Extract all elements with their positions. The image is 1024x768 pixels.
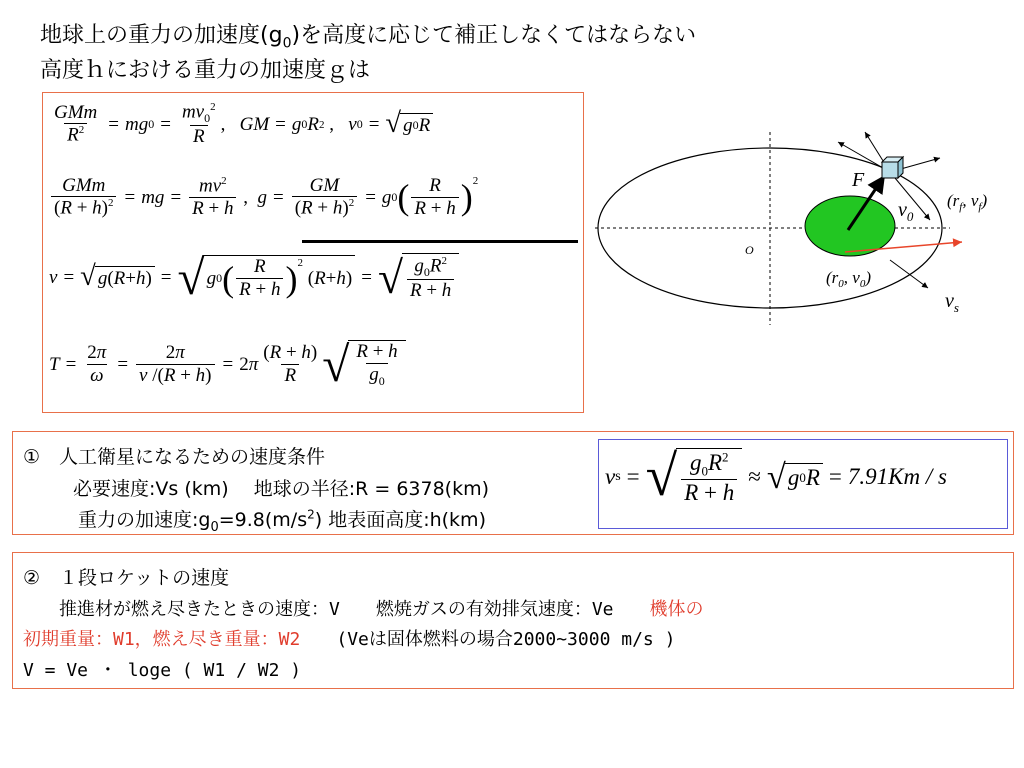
- orbit-diagram: [590, 120, 1020, 335]
- satellite-icon: [882, 157, 903, 178]
- final-state-label: ($r_f$, $v_f$): [947, 191, 988, 213]
- title-line-1: [40, 22, 696, 57]
- title-line-1-prefix: 地球上の重力の加速度(g: [40, 23, 283, 48]
- section-1-heading: ① 人工衛星になるための速度条件: [23, 446, 326, 468]
- section-2-line-3: 初期重量：W1，燃え尽き重量：W2 (Veは固体燃料の場合2000~3000 m/s ): [23, 629, 676, 650]
- section-1-line-2: 必要速度:Vs (km) 地球の半径:R = 6378(km): [73, 478, 490, 500]
- force-label: F: [852, 169, 865, 191]
- section-2-line-2: 推進材が燃え尽きたときの速度：V 燃焼ガスの有効排気速度：Ve 機体の: [23, 599, 704, 620]
- velocity-vs-label: $v_s$: [945, 290, 959, 315]
- velocity-arrow-s: [890, 260, 928, 288]
- section-1-line-3: 重力の加速度$:g_0=9.8(m/s^2)$ 地表面高度:h(km): [78, 507, 486, 535]
- equation-line-3: v = √ g ( R + h ) = √ g 0 ( $\frac{R}{R + h}$ ) $^2$ ( R + h ) = √ $\frac{g_0R^2}{R + h}$: [49, 253, 459, 302]
- satellite-speed-formula: v s = √ $\frac{g_0R^2}{R + h}$ ≈ √ g 0 R = 7.91Km / s: [605, 445, 947, 509]
- section-2-heading: ② １段ロケットの速度: [23, 567, 230, 589]
- equation-line-4: T = $\frac{2\pi}{\omega}$ = $\frac{2\pi}{v /(R + h)}$ = 2 π $\frac{(R + h)}{R}$ √ $\frac{R + h}{g_0}$: [49, 340, 406, 389]
- rocket-equation: V = Ve ・ loge ( W1 / W2 ): [23, 660, 302, 681]
- initial-state-label: ($r_0$, $v_0$): [826, 268, 871, 290]
- title-line-2: 高度ｈにおける重力の加速度ｇは: [40, 58, 371, 83]
- title-line-1-suffix: )を高度に応じて補正しなくてはならない: [291, 23, 697, 48]
- satellite-speed-value: 7.91Km / s: [847, 464, 947, 490]
- title-line-1-sub: 0: [282, 35, 292, 52]
- equation-line-2: $\frac{\text{GMm}}{(R + h)^2}$ = mg = $\frac{mv^2}{R + h}$ , g = $\frac{GM}{(R + h)^2}$ = g 0 ( $\frac{R}{R + h}$ ) $^2$: [49, 175, 478, 220]
- velocity-v0-label: $v_0$: [898, 199, 914, 224]
- equations-box: [42, 92, 584, 413]
- section-2-box: [12, 552, 1014, 689]
- equation-line-1: $\frac{\text{GMm}}{R^2}$ = mg 0 = $\frac{mv_0^2}{R}$ , GM = g 0 R 2 , v 0 = √ g 0 R: [49, 101, 433, 148]
- emphasis-underline: [302, 240, 578, 243]
- origin-label: O: [745, 243, 754, 257]
- satellite-speed-formula-box: [598, 439, 1008, 529]
